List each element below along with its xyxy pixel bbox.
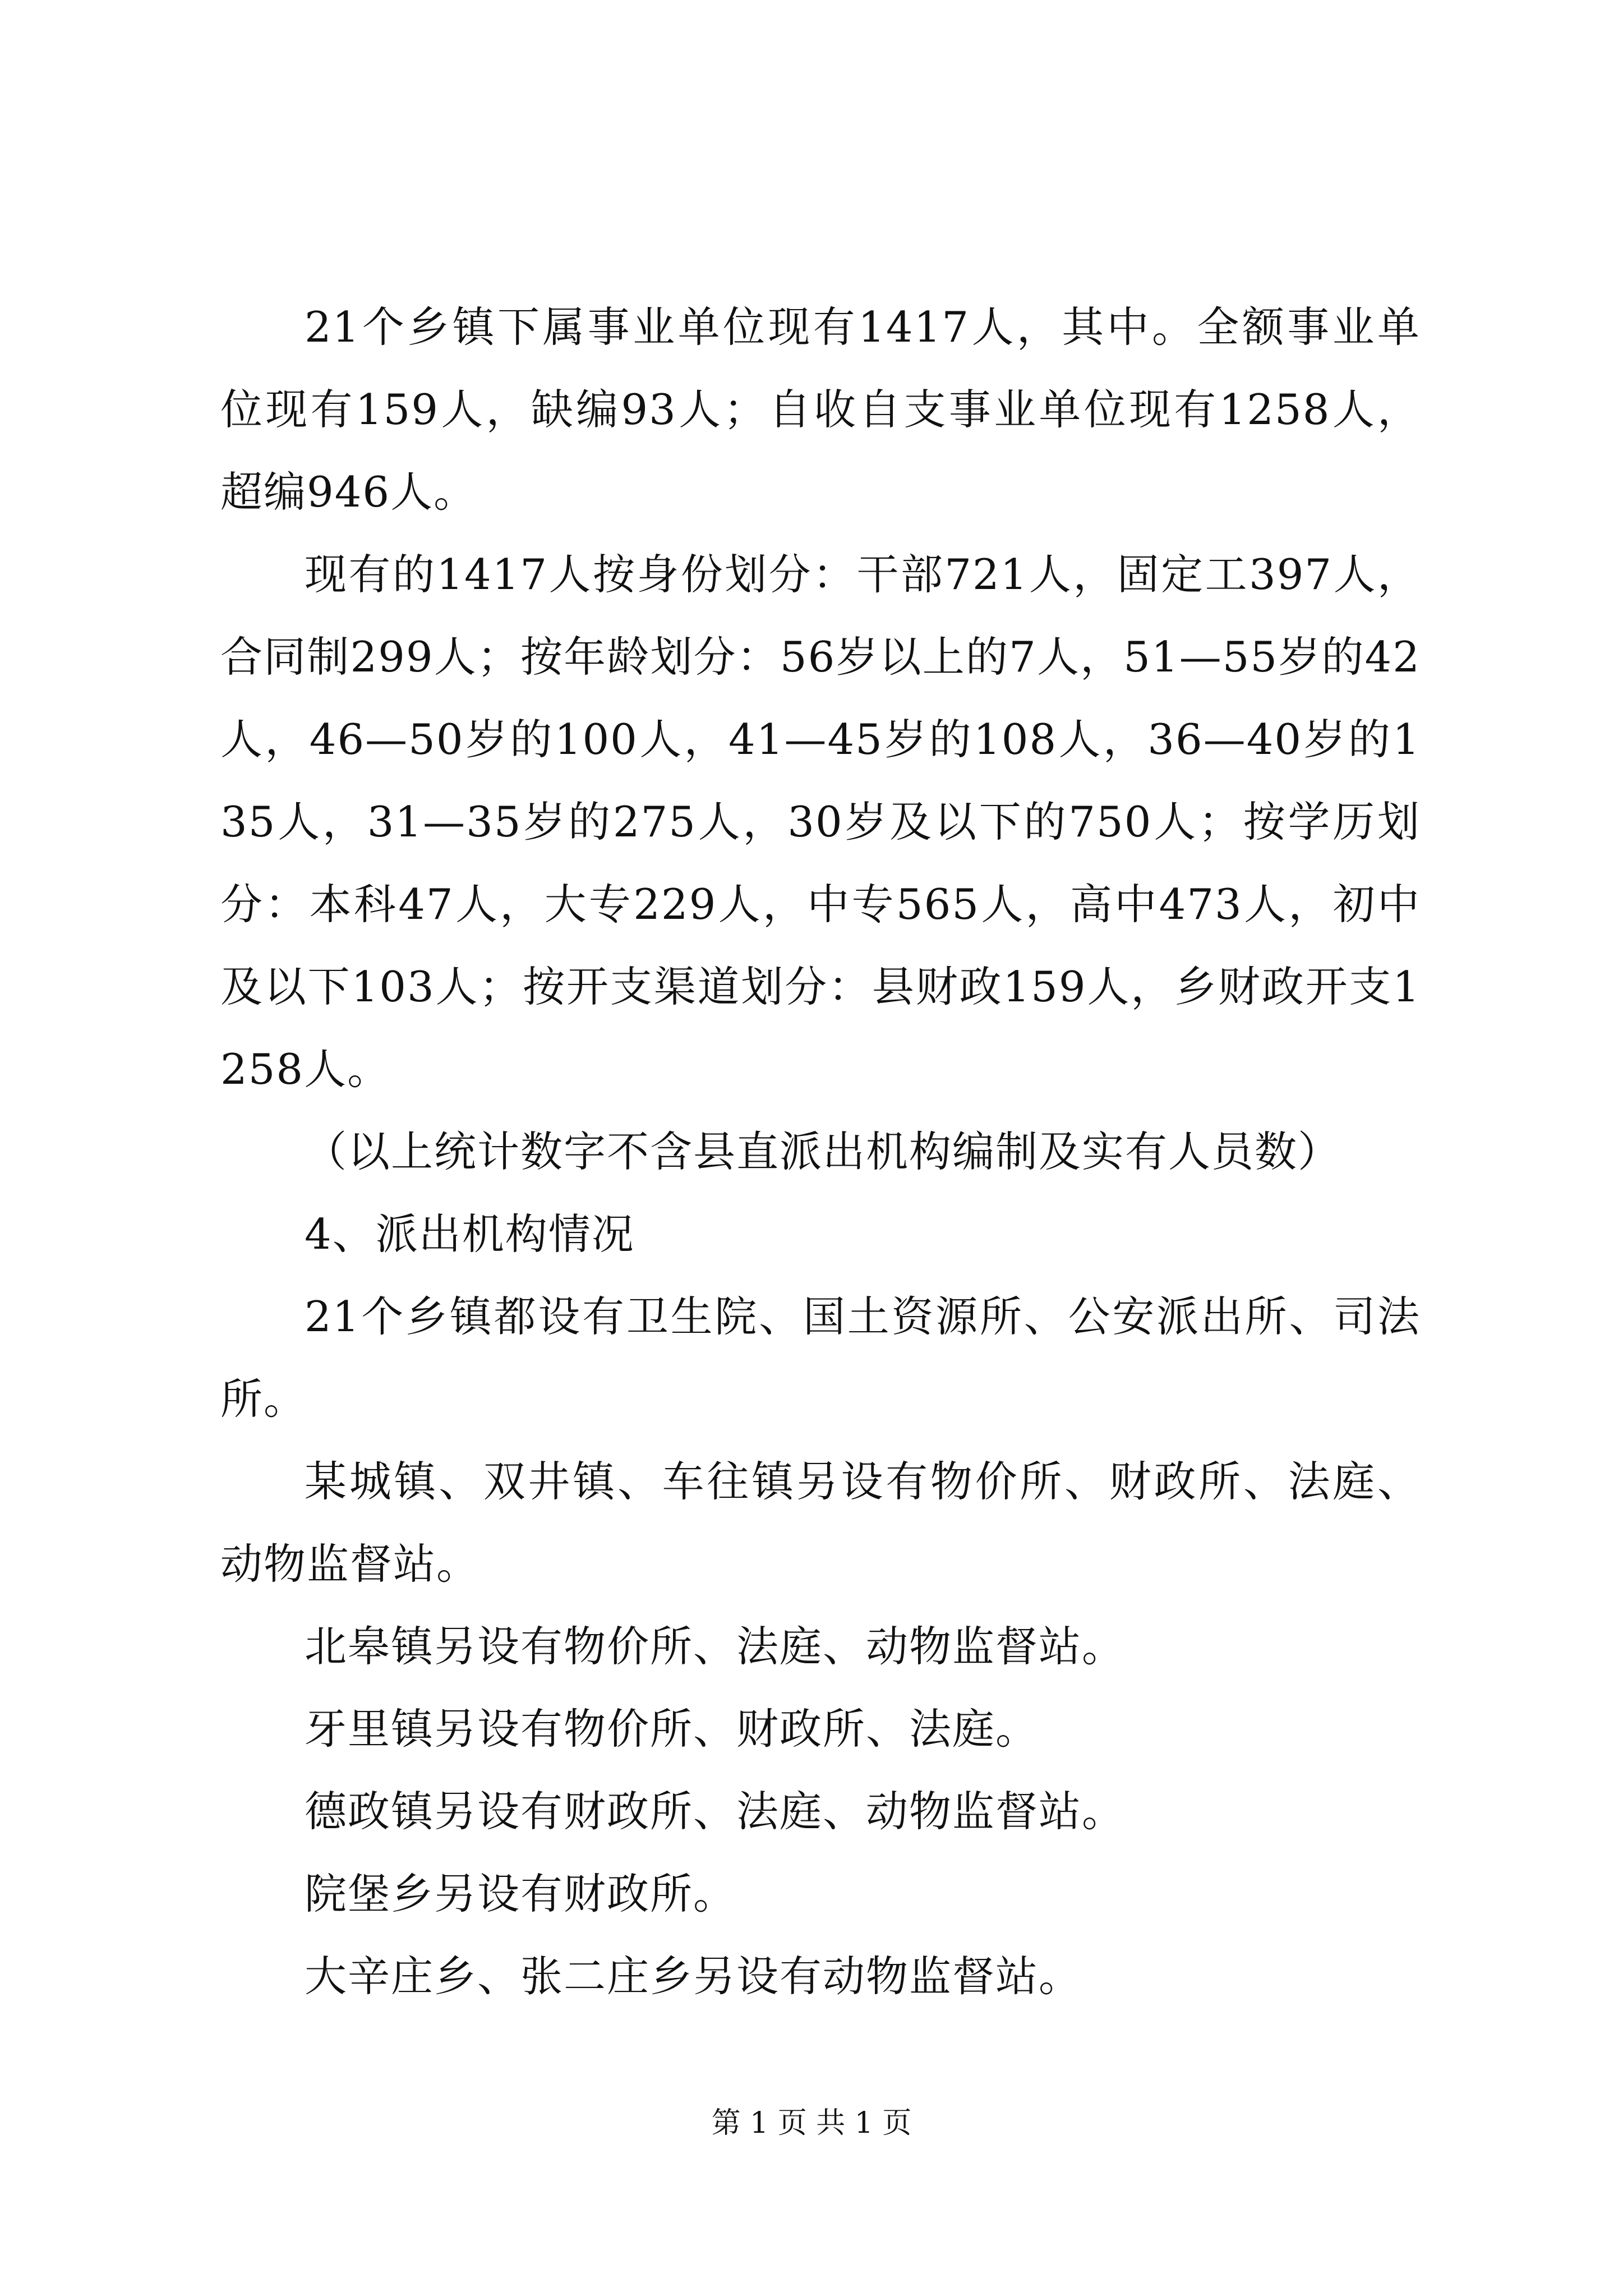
paragraph-yali-agencies: 牙里镇另设有物价所、财政所、法庭。 — [305, 1704, 1039, 1754]
section-heading-dispatched-agencies: 4、派出机构情况 — [305, 1209, 635, 1259]
paragraph-staff-summary: 21个乡镇下属事业单位现有1417人，其中。全额事业单位现有159人，缺编93人；自收自支事业单位现有1258人，超编946人。 — [220, 302, 1421, 517]
page-footer: 第 1 页 共 1 页 — [711, 2106, 912, 2140]
paragraph-common-agencies: 21个乡镇都设有卫生院、国土资源所、公安派出所、司法所。 — [220, 1292, 1421, 1424]
paragraph-statistics-note: （以上统计数字不含县直派出机构编制及实有人员数） — [305, 1127, 1341, 1176]
paragraph-yuanbao-agencies: 院堡乡另设有财政所。 — [305, 1869, 737, 1918]
document-body — [220, 286, 1421, 2018]
paragraph-daxinzhuang-agencies: 大辛庄乡、张二庄乡另设有动物监督站。 — [305, 1952, 1082, 2001]
paragraph-staff-breakdown: 现有的1417人按身份划分：干部721人，固定工397人，合同制299人；按年龄划分：56岁以上的7人，51—55岁的42人，46—50岁的100人，41—45岁的108人，36—40岁的135人，31—35岁的275人，30岁及以下的750人；按学历划分：本科47人，大专229人，中专565人，高中473人，初中及以下103人；按开支渠道划分：县财政159人，乡财政开支1258人。 — [220, 550, 1421, 1094]
paragraph-town-group-agencies: 某城镇、双井镇、车往镇另设有物价所、财政所、法庭、动物监督站。 — [220, 1457, 1421, 1589]
paragraph-dezheng-agencies: 德政镇另设有财政所、法庭、动物监督站。 — [305, 1787, 1126, 1836]
paragraph-beigao-agencies: 北皋镇另设有物价所、法庭、动物监督站。 — [305, 1622, 1126, 1671]
